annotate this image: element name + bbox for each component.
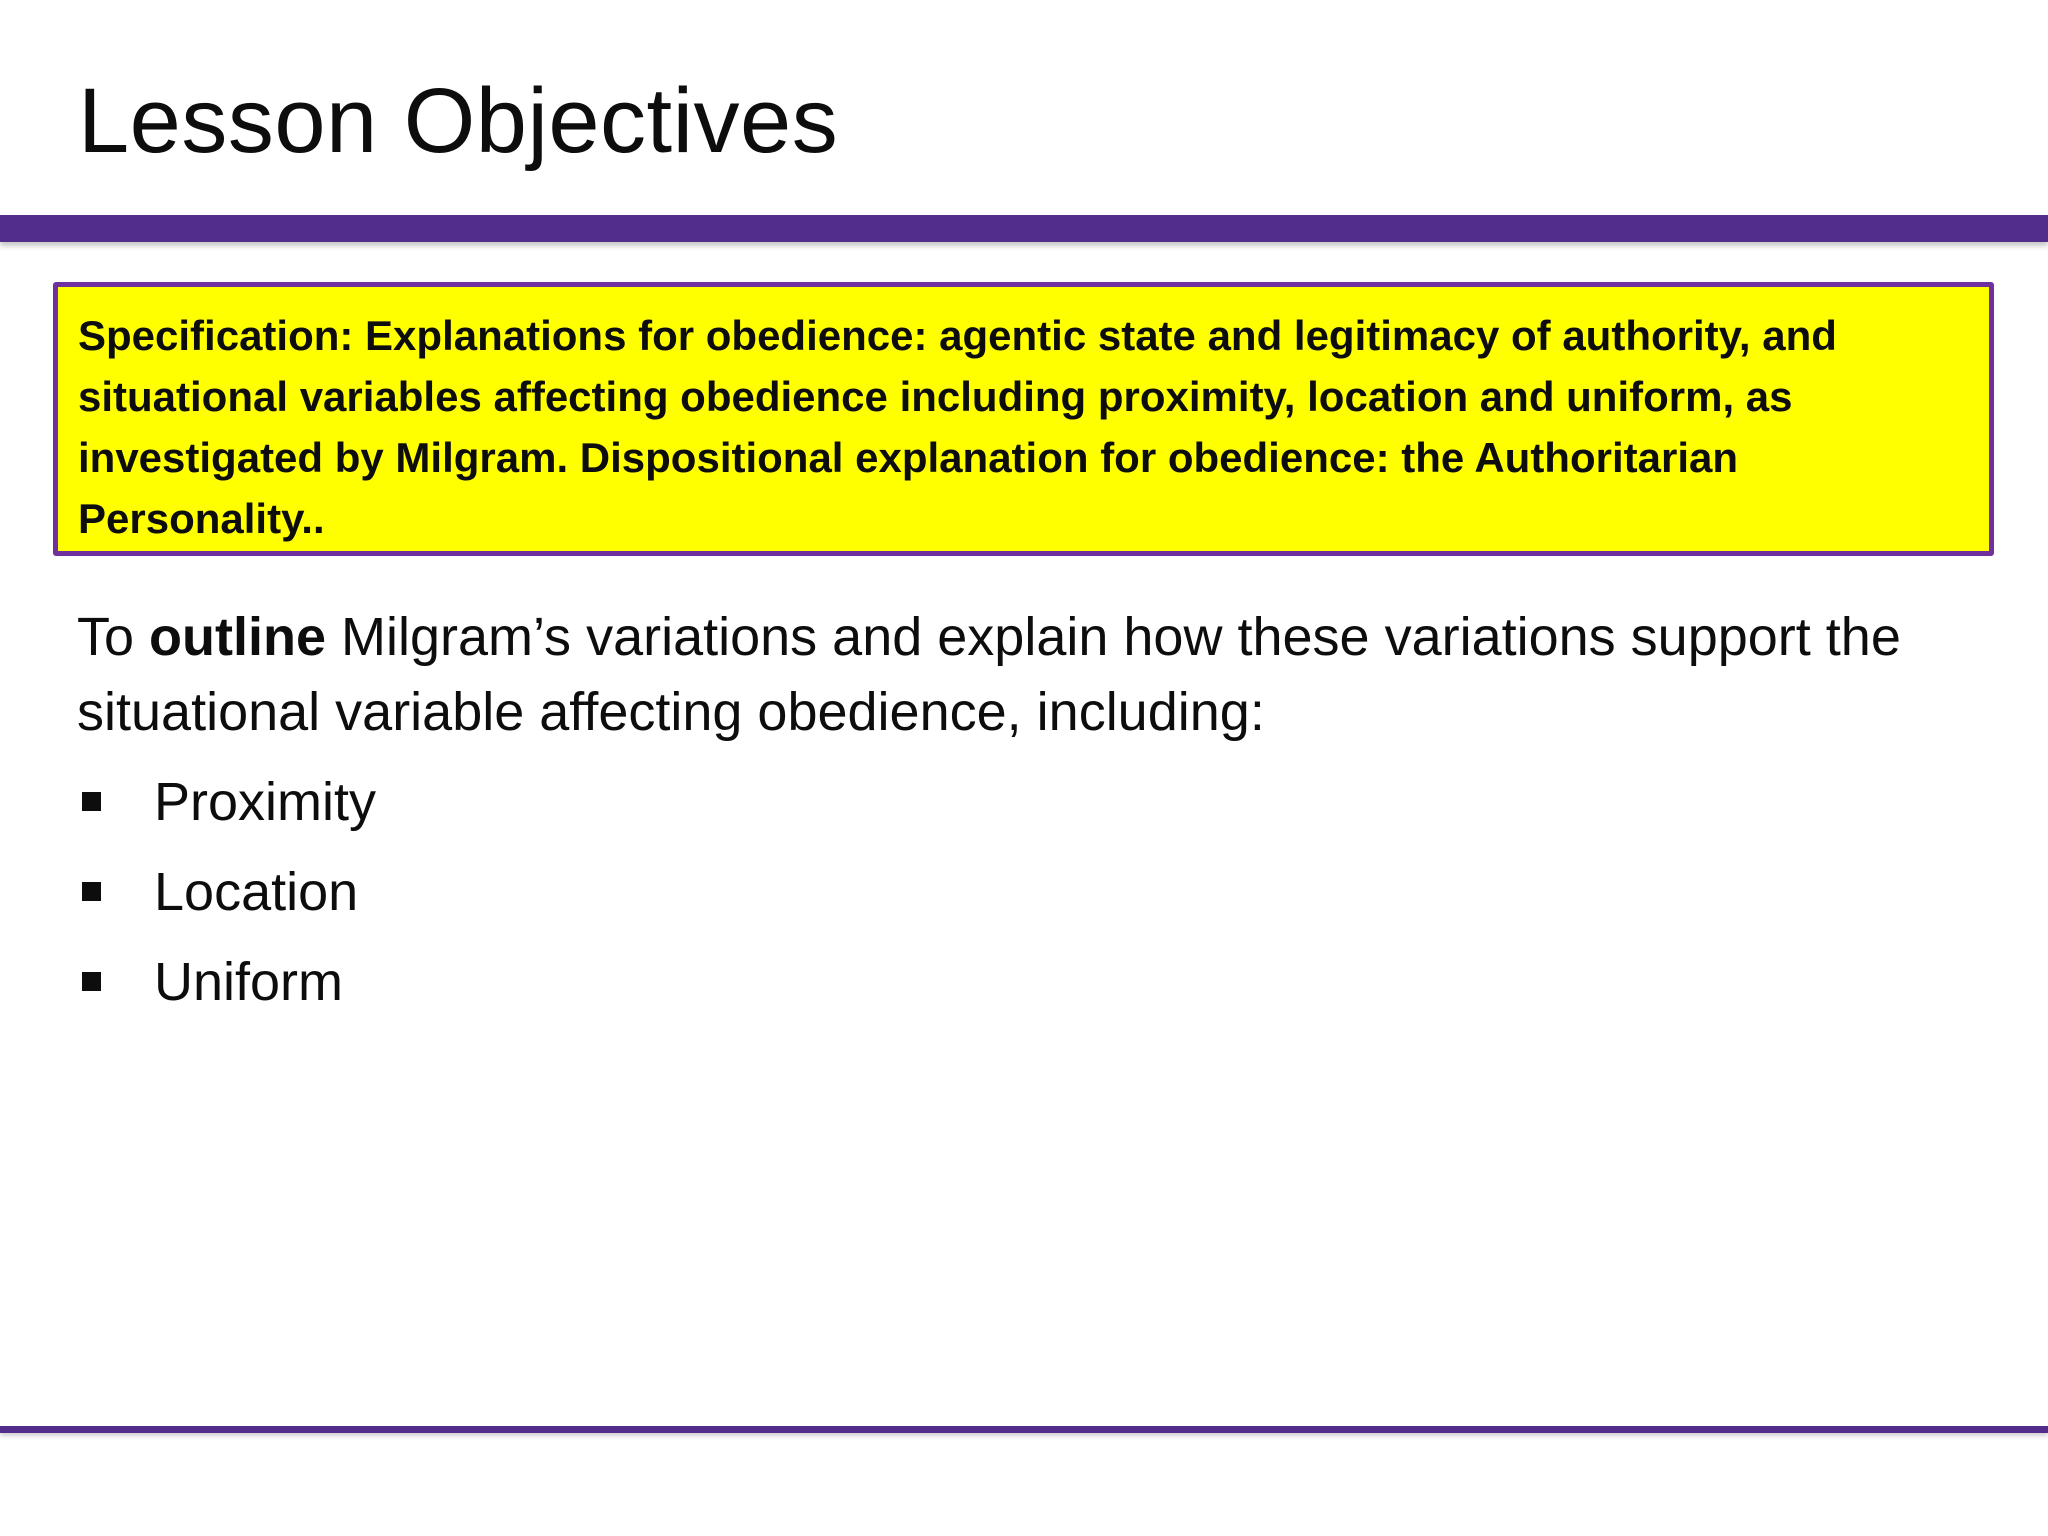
- square-bullet-icon: [82, 792, 101, 811]
- footer-divider: [0, 1426, 2048, 1433]
- specification-text: Specification: Explanations for obedience: agentic state and legitimacy of authority, and situational variables affecting obedience including proximity, location and uniform, as investigated by Milgram. Dispositional explanation for obedience: the Authoritarian Personality..: [78, 312, 1837, 542]
- square-bullet-icon: [82, 882, 101, 901]
- square-bullet-icon: [82, 972, 101, 991]
- objective-text: [77, 600, 1977, 750]
- objective-emphasis: outline: [149, 607, 327, 667]
- specification-box: [53, 282, 1994, 556]
- list-item-label: Proximity: [154, 772, 377, 832]
- slide-title: Lesson Objectives: [78, 70, 839, 172]
- list-item-label: Location: [154, 862, 359, 922]
- objective-prefix: To: [77, 607, 150, 667]
- objective-suffix: Milgram’s variations and explain how these variations support the situational variable affecting obedience, including:: [77, 607, 1901, 742]
- title-divider: [0, 215, 2048, 242]
- list-item-label: Uniform: [154, 952, 344, 1012]
